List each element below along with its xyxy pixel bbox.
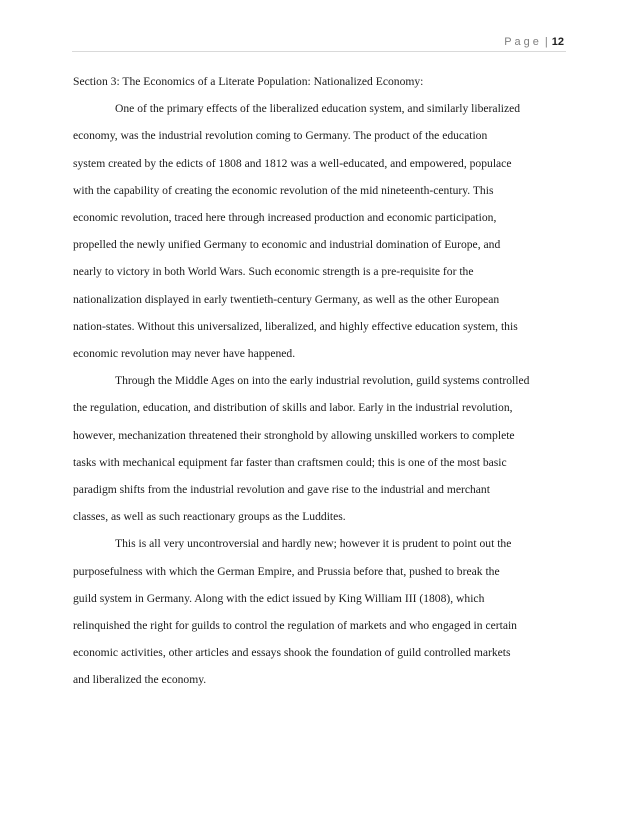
page-word: Page — [504, 36, 542, 48]
paragraph-2: Through the Middle Ages on into the early industrial revolution, guild systems controlled the regulation, education, and distribution of skills and labor. Early in the industrial revolution, however, mechanization threatened their stronghold by allowing unskilled workers to complete tasks with mechanical equipment far faster than craftsmen could; this is one of the most basic paradigm shifts from the industrial revolution and gave rise to the industrial and merchant classes, as well as such reactionary groups as the Luddites. — [73, 374, 530, 524]
paragraph-3: This is all very uncontroversial and hardly new; however it is prudent to point out the purposefulness with which the German Empire, and Prussia before that, pushed to break the guild system in Germany. Along with the edict issued by King William III (1808), which relinquished the right for guilds to control the regulation of markets and who engaged in certain economic activities, other articles and essays shook the foundation of guild controlled markets and liberalized the economy. — [73, 537, 517, 687]
document-body — [73, 68, 569, 694]
header-rule — [72, 51, 566, 52]
page-separator: | — [544, 36, 548, 48]
section-heading: Section 3: The Economics of a Literate Population: Nationalized Economy: — [73, 75, 424, 88]
page-number: 12 — [551, 36, 564, 48]
page-number-label — [504, 36, 564, 48]
paragraph-1: One of the primary effects of the liberalized education system, and similarly liberalized economy, was the industrial revolution coming to Germany. The product of the education system created by the edicts of 1808 and 1812 was a well-educated, and empowered, populace with the capability of creating the economic revolution of the mid nineteenth-century. This economic revolution, traced here through increased production and economic participation, propelled the newly unified Germany to economic and industrial domination of Europe, and nearly to victory in both World Wars. Such economic strength is a pre-requisite for the nationalization displayed in early twentieth-century Germany, as well as the other European nation-states. Without this universalized, liberalized, and highly effective education system, this economic revolution may never have happened. — [73, 102, 521, 361]
